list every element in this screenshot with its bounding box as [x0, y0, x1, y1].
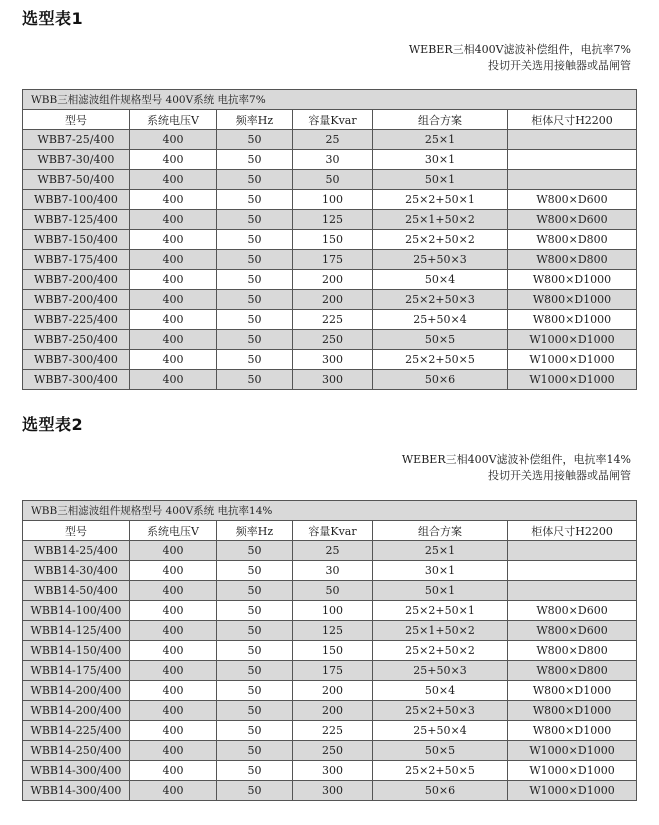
- table-cell: 225: [293, 721, 373, 741]
- table-cell: W1000×D1000: [508, 350, 637, 370]
- table-cell: W800×D600: [508, 190, 637, 210]
- table-cell: 50: [217, 681, 293, 701]
- table-cell: 300: [293, 781, 373, 801]
- table2-note-line2: 投切开关选用接触器或晶闸管: [488, 469, 631, 482]
- table-row: [23, 761, 637, 781]
- table-cell: 400: [130, 641, 217, 661]
- table-cell: 225: [293, 310, 373, 330]
- table-cell: 50: [217, 701, 293, 721]
- table-cell: W800×D1000: [508, 270, 637, 290]
- table1-note: [409, 42, 631, 74]
- table-row: [23, 330, 637, 350]
- table-cell: 400: [130, 721, 217, 741]
- table-cell: WBB7-200/400: [23, 270, 130, 290]
- table-row: [23, 621, 637, 641]
- table-cell: 25×2+50×2: [373, 230, 508, 250]
- table2-note: [402, 452, 631, 484]
- table-cell: 400: [130, 350, 217, 370]
- table-row: [23, 290, 637, 310]
- table-row: [23, 130, 637, 150]
- table-cell: 50: [217, 150, 293, 170]
- table-cell: 200: [293, 701, 373, 721]
- table-cell: 400: [130, 370, 217, 390]
- table-cell: 400: [130, 210, 217, 230]
- table-cell: 400: [130, 230, 217, 250]
- table-cell: 50: [217, 330, 293, 350]
- table-row: [23, 150, 637, 170]
- table-cell: WBB7-30/400: [23, 150, 130, 170]
- column-header: 型号: [23, 110, 130, 130]
- table-cell: WBB14-175/400: [23, 661, 130, 681]
- table-cell: 50: [217, 270, 293, 290]
- table-cell: 300: [293, 370, 373, 390]
- table-cell: 25: [293, 130, 373, 150]
- selection-table-2: [22, 500, 637, 801]
- table-cell: WBB14-150/400: [23, 641, 130, 661]
- table-cell: 50: [217, 350, 293, 370]
- table-cell: 50: [217, 370, 293, 390]
- table-cell: [508, 581, 637, 601]
- table-row: [23, 741, 637, 761]
- table-cell: 25×1: [373, 130, 508, 150]
- column-header: 频率Hz: [217, 110, 293, 130]
- table-cell: 50×6: [373, 370, 508, 390]
- table-cell: W1000×D1000: [508, 370, 637, 390]
- table-cell: 100: [293, 190, 373, 210]
- table-cell: 400: [130, 130, 217, 150]
- table-cell: 150: [293, 641, 373, 661]
- table-cell: 50: [217, 310, 293, 330]
- table-cell: 25×2+50×1: [373, 190, 508, 210]
- table-header-row: [23, 110, 637, 130]
- table-row: [23, 681, 637, 701]
- table-cell: W1000×D1000: [508, 761, 637, 781]
- table-cell: 50: [217, 561, 293, 581]
- table-cell: 400: [130, 561, 217, 581]
- table-row: [23, 661, 637, 681]
- table-cell: WBB14-200/400: [23, 681, 130, 701]
- table-cell: 50×5: [373, 330, 508, 350]
- table-cell: 50: [217, 781, 293, 801]
- table-cell: W800×D1000: [508, 721, 637, 741]
- table-cell: 400: [130, 170, 217, 190]
- column-header: 容量Kvar: [293, 521, 373, 541]
- table-header-row: [23, 521, 637, 541]
- table-cell: WBB14-125/400: [23, 621, 130, 641]
- table-cell: 25×1+50×2: [373, 621, 508, 641]
- table-cell: 25×1+50×2: [373, 210, 508, 230]
- table-cell: 400: [130, 250, 217, 270]
- table-cell: W800×D600: [508, 210, 637, 230]
- table-cell: 50: [217, 130, 293, 150]
- table-cell: 250: [293, 330, 373, 350]
- table-cell: 25+50×4: [373, 310, 508, 330]
- table-cell: 50: [293, 170, 373, 190]
- table2-note-line1: WEBER三相400V滤波补偿组件，电抗率14%: [401, 453, 631, 466]
- table-caption-row: [23, 501, 637, 521]
- table-cell: WBB14-300/400: [23, 781, 130, 801]
- table-cell: 50: [217, 601, 293, 621]
- table-cell: 300: [293, 350, 373, 370]
- table-cell: [508, 130, 637, 150]
- table-cell: [508, 541, 637, 561]
- table-row: [23, 581, 637, 601]
- table-cell: WBB14-50/400: [23, 581, 130, 601]
- table-cell: WBB7-300/400: [23, 370, 130, 390]
- table-row: [23, 541, 637, 561]
- table-cell: W1000×D1000: [508, 330, 637, 350]
- table-row: [23, 310, 637, 330]
- table-cell: 400: [130, 701, 217, 721]
- table-cell: 400: [130, 681, 217, 701]
- table-cell: 50: [217, 621, 293, 641]
- table-cell: 30×1: [373, 150, 508, 170]
- table-cell: W1000×D1000: [508, 781, 637, 801]
- table-cell: W800×D1000: [508, 290, 637, 310]
- table-cell: 25×2+50×3: [373, 290, 508, 310]
- table-cell: 400: [130, 761, 217, 781]
- column-header: 柜体尺寸H2200: [508, 521, 637, 541]
- table-caption-row: [23, 90, 637, 110]
- table-cell: 25×2+50×5: [373, 350, 508, 370]
- table-cell: 50: [217, 250, 293, 270]
- table-cell: W800×D800: [508, 250, 637, 270]
- table-cell: 25×2+50×5: [373, 761, 508, 781]
- table-cell: WBB7-175/400: [23, 250, 130, 270]
- table-cell: WBB7-200/400: [23, 290, 130, 310]
- table-row: [23, 350, 637, 370]
- table-cell: WBB14-300/400: [23, 761, 130, 781]
- table-cell: 50×4: [373, 270, 508, 290]
- selection-table-1: [22, 89, 637, 390]
- table-cell: WBB14-225/400: [23, 721, 130, 741]
- table-cell: W1000×D1000: [508, 741, 637, 761]
- table-cell: WBB7-125/400: [23, 210, 130, 230]
- table-row: [23, 170, 637, 190]
- table-cell: 400: [130, 150, 217, 170]
- table-cell: 200: [293, 290, 373, 310]
- table-cell: 125: [293, 210, 373, 230]
- table-cell: WBB7-225/400: [23, 310, 130, 330]
- column-header: 频率Hz: [217, 521, 293, 541]
- table-cell: 400: [130, 781, 217, 801]
- table-cell: 25×2+50×3: [373, 701, 508, 721]
- column-header: 型号: [23, 521, 130, 541]
- table-row: [23, 230, 637, 250]
- table-cell: 25: [293, 541, 373, 561]
- table-row: [23, 781, 637, 801]
- table-cell: W800×D800: [508, 641, 637, 661]
- table-cell: 50: [217, 661, 293, 681]
- table-cell: 50×5: [373, 741, 508, 761]
- table-cell: 125: [293, 621, 373, 641]
- table-cell: W800×D1000: [508, 681, 637, 701]
- table-cell: WBB14-200/400: [23, 701, 130, 721]
- table-cell: 50×4: [373, 681, 508, 701]
- table-row: [23, 250, 637, 270]
- table-cell: W800×D800: [508, 230, 637, 250]
- table-row: [23, 210, 637, 230]
- table1-title: 选型表1: [22, 9, 84, 28]
- table-cell: 50: [217, 290, 293, 310]
- table-cell: 25×1: [373, 541, 508, 561]
- table-cell: 300: [293, 761, 373, 781]
- table-cell: 50: [293, 581, 373, 601]
- table-cell: WBB7-300/400: [23, 350, 130, 370]
- table-cell: 400: [130, 661, 217, 681]
- table-cell: WBB14-250/400: [23, 741, 130, 761]
- table-cell: 50: [217, 210, 293, 230]
- table-cell: 50: [217, 721, 293, 741]
- table-cell: WBB14-100/400: [23, 601, 130, 621]
- column-header: 组合方案: [373, 521, 508, 541]
- table-cell: 30: [293, 150, 373, 170]
- table-cell: 400: [130, 330, 217, 350]
- table-row: [23, 641, 637, 661]
- table-row: [23, 270, 637, 290]
- table-cell: 50×6: [373, 781, 508, 801]
- table-cell: 50: [217, 170, 293, 190]
- table-cell: 25+50×4: [373, 721, 508, 741]
- table-cell: 400: [130, 290, 217, 310]
- table-cell: 50: [217, 641, 293, 661]
- table-cell: 400: [130, 741, 217, 761]
- table-caption: WBB三相滤波组件规格型号 400V系统 电抗率14%: [23, 501, 637, 521]
- table-cell: 200: [293, 270, 373, 290]
- table-cell: 150: [293, 230, 373, 250]
- table-cell: 400: [130, 621, 217, 641]
- table-cell: 400: [130, 541, 217, 561]
- table-cell: 30×1: [373, 561, 508, 581]
- table-cell: 400: [130, 190, 217, 210]
- table-cell: 400: [130, 270, 217, 290]
- table-cell: WBB7-25/400: [23, 130, 130, 150]
- table-cell: 400: [130, 581, 217, 601]
- table-cell: 175: [293, 661, 373, 681]
- column-header: 容量Kvar: [293, 110, 373, 130]
- table1-note-line2: 投切开关选用接触器或晶闸管: [488, 59, 631, 72]
- table1-note-line1: WEBER三相400V滤波补偿组件，电抗率7%: [408, 43, 631, 56]
- table-cell: 50: [217, 761, 293, 781]
- table-cell: 25×2+50×1: [373, 601, 508, 621]
- table-cell: W800×D600: [508, 621, 637, 641]
- table-cell: 50: [217, 230, 293, 250]
- table-cell: WBB7-150/400: [23, 230, 130, 250]
- table2-title: 选型表2: [22, 415, 84, 434]
- table-cell: 50: [217, 741, 293, 761]
- table-row: [23, 190, 637, 210]
- table-cell: WBB7-100/400: [23, 190, 130, 210]
- column-header: 系统电压V: [130, 521, 217, 541]
- table-row: [23, 701, 637, 721]
- table-cell: WBB7-50/400: [23, 170, 130, 190]
- table-cell: 25×2+50×2: [373, 641, 508, 661]
- table-cell: [508, 561, 637, 581]
- table-cell: 25+50×3: [373, 661, 508, 681]
- table-cell: 25+50×3: [373, 250, 508, 270]
- table-caption: WBB三相滤波组件规格型号 400V系统 电抗率7%: [23, 90, 637, 110]
- table-cell: W800×D600: [508, 601, 637, 621]
- table-cell: W800×D800: [508, 661, 637, 681]
- table-cell: [508, 170, 637, 190]
- table-cell: W800×D1000: [508, 701, 637, 721]
- table-cell: 200: [293, 681, 373, 701]
- table-row: [23, 370, 637, 390]
- table-cell: 50: [217, 581, 293, 601]
- table-cell: 100: [293, 601, 373, 621]
- column-header: 组合方案: [373, 110, 508, 130]
- table-cell: 400: [130, 601, 217, 621]
- table-cell: 250: [293, 741, 373, 761]
- table-row: [23, 601, 637, 621]
- table-cell: 50: [217, 190, 293, 210]
- column-header: 系统电压V: [130, 110, 217, 130]
- table-cell: [508, 150, 637, 170]
- table-cell: 30: [293, 561, 373, 581]
- table-cell: 400: [130, 310, 217, 330]
- column-header: 柜体尺寸H2200: [508, 110, 637, 130]
- table-cell: 50×1: [373, 581, 508, 601]
- table-cell: WBB14-30/400: [23, 561, 130, 581]
- table-cell: 50×1: [373, 170, 508, 190]
- table-cell: 50: [217, 541, 293, 561]
- table-cell: WBB14-25/400: [23, 541, 130, 561]
- table-row: [23, 721, 637, 741]
- table-cell: W800×D1000: [508, 310, 637, 330]
- table-row: [23, 561, 637, 581]
- table-cell: 175: [293, 250, 373, 270]
- table-cell: WBB7-250/400: [23, 330, 130, 350]
